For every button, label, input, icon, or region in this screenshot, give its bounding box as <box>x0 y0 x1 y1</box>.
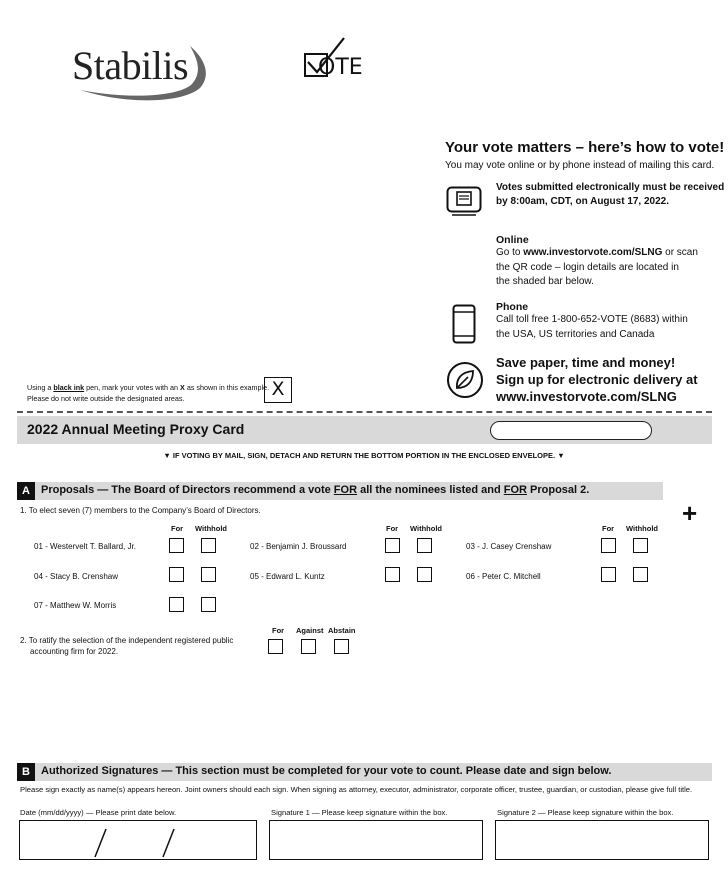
col-for: For <box>386 524 399 533</box>
col-withhold: Withhold <box>410 524 443 533</box>
proposal-2-for-checkbox[interactable] <box>268 639 283 654</box>
nominee-5-for-checkbox[interactable] <box>385 567 400 582</box>
electronic-delivery-link[interactable]: www.investorvote.com/SLNG <box>496 389 677 404</box>
electronic-delivery-promo: Save paper, time and money! Sign up for electronic delivery at www.investorvote.com/SLNG <box>496 355 698 404</box>
vote-options-subtitle: You may vote online or by phone instead of mailing this card. <box>445 160 715 171</box>
nominee-label: 07 - Matthew W. Morris <box>34 601 117 610</box>
date-input-box[interactable] <box>19 820 257 860</box>
proposal-2-abstain-checkbox[interactable] <box>334 639 349 654</box>
nominee-label: 06 - Peter C. Mitchell <box>466 572 541 581</box>
nominee-5-withhold-checkbox[interactable] <box>417 567 432 582</box>
plus-mark: + <box>682 498 698 528</box>
nominee-7-withhold-checkbox[interactable] <box>201 597 216 612</box>
section-a-letter: A <box>17 482 35 500</box>
nominee-label: 05 - Edward L. Kuntz <box>250 572 325 581</box>
section-b-title: Authorized Signatures — This section must be completed for your vote to count. Please date and sign below. <box>41 765 612 777</box>
date-separator-icon <box>20 821 256 859</box>
nominee-6-withhold-checkbox[interactable] <box>633 567 648 582</box>
signature-1-box[interactable] <box>269 820 483 860</box>
marking-instructions: Using a black ink pen, mark your votes with an X as shown in this example. Please do not write outside the designated areas. <box>27 383 270 403</box>
example-mark-box: X <box>264 377 292 403</box>
signature-2-box[interactable] <box>495 820 709 860</box>
phone-icon <box>452 304 476 344</box>
nominee-2-for-checkbox[interactable] <box>385 538 400 553</box>
online-url-link[interactable]: www.investorvote.com/SLNG <box>523 247 663 258</box>
proposal-1-text: 1. To elect seven (7) members to the Company’s Board of Directors. <box>20 506 261 515</box>
col-withhold: Withhold <box>626 524 659 533</box>
nominee-6-for-checkbox[interactable] <box>601 567 616 582</box>
nominee-label: 04 - Stacy B. Crenshaw <box>34 572 119 581</box>
col-for: For <box>272 626 285 635</box>
vote-matters-title: Your vote matters – here’s how to vote! <box>445 139 725 156</box>
nominee-label: 03 - J. Casey Crenshaw <box>466 542 552 551</box>
signature-instructions: Please sign exactly as name(s) appears hereon. Joint owners should each sign. When signing as attorney, executor, administrator, corporate officer, trustee, guardian, or custodian, please give full title. <box>20 785 693 794</box>
nominee-label: 02 - Benjamin J. Broussard <box>250 542 347 551</box>
detach-instruction: ▼ IF VOTING BY MAIL, SIGN, DETACH AND RETURN THE BOTTOM PORTION IN THE ENCLOSED ENVELOPE. ▼ <box>163 451 565 460</box>
phone-section: Phone Call toll free 1-800-652-VOTE (8683) within the USA, US territories and Canada <box>496 301 688 340</box>
signature-1-label: Signature 1 — Please keep signature within the box. <box>271 808 448 817</box>
section-b-letter: B <box>17 763 35 781</box>
leaf-icon <box>446 361 484 399</box>
nominee-3-for-checkbox[interactable] <box>601 538 616 553</box>
nominee-1-withhold-checkbox[interactable] <box>201 538 216 553</box>
col-for: For <box>602 524 615 533</box>
signature-2-label: Signature 2 — Please keep signature within the box. <box>497 808 674 817</box>
date-label: Date (mm/dd/yyyy) — Please print date below. <box>20 808 177 817</box>
nominee-7-for-checkbox[interactable] <box>169 597 184 612</box>
section-b-header <box>17 763 712 781</box>
online-section: Online Go to www.investorvote.com/SLNG or scan the QR code – login details are located in the shaded bar below. <box>496 234 698 287</box>
col-withhold: Withhold <box>195 524 228 533</box>
logo-swoosh-icon <box>72 40 212 105</box>
vote-logo-text: OTE <box>318 55 363 80</box>
proposal-2-text: 2. To ratify the selection of the independent registered public accounting firm for 2022. <box>20 636 234 656</box>
section-a-header: A Proposals — The Board of Directors recommend a vote FOR all the nominees listed and FOR Proposal 2. <box>17 482 663 500</box>
phone-heading: Phone <box>496 301 529 313</box>
nominee-3-withhold-checkbox[interactable] <box>633 538 648 553</box>
online-heading: Online <box>496 234 529 246</box>
nominee-4-withhold-checkbox[interactable] <box>201 567 216 582</box>
nominee-4-for-checkbox[interactable] <box>169 567 184 582</box>
nominee-1-for-checkbox[interactable] <box>169 538 184 553</box>
nominee-label: 01 - Westervelt T. Ballard, Jr. <box>34 542 136 551</box>
computer-icon <box>446 186 482 216</box>
login-details-pill <box>490 421 652 440</box>
company-logo-text: Stabilis <box>72 43 189 88</box>
cut-line <box>17 411 712 413</box>
col-for: For <box>171 524 184 533</box>
proposal-2-against-checkbox[interactable] <box>301 639 316 654</box>
col-against: Against <box>296 626 324 635</box>
nominee-2-withhold-checkbox[interactable] <box>417 538 432 553</box>
proxy-card-title: 2022 Annual Meeting Proxy Card <box>27 421 245 437</box>
deadline-text: Votes submitted electronically must be received by 8:00am, CDT, on August 17, 2022. <box>496 182 725 207</box>
col-abstain: Abstain <box>328 626 356 635</box>
